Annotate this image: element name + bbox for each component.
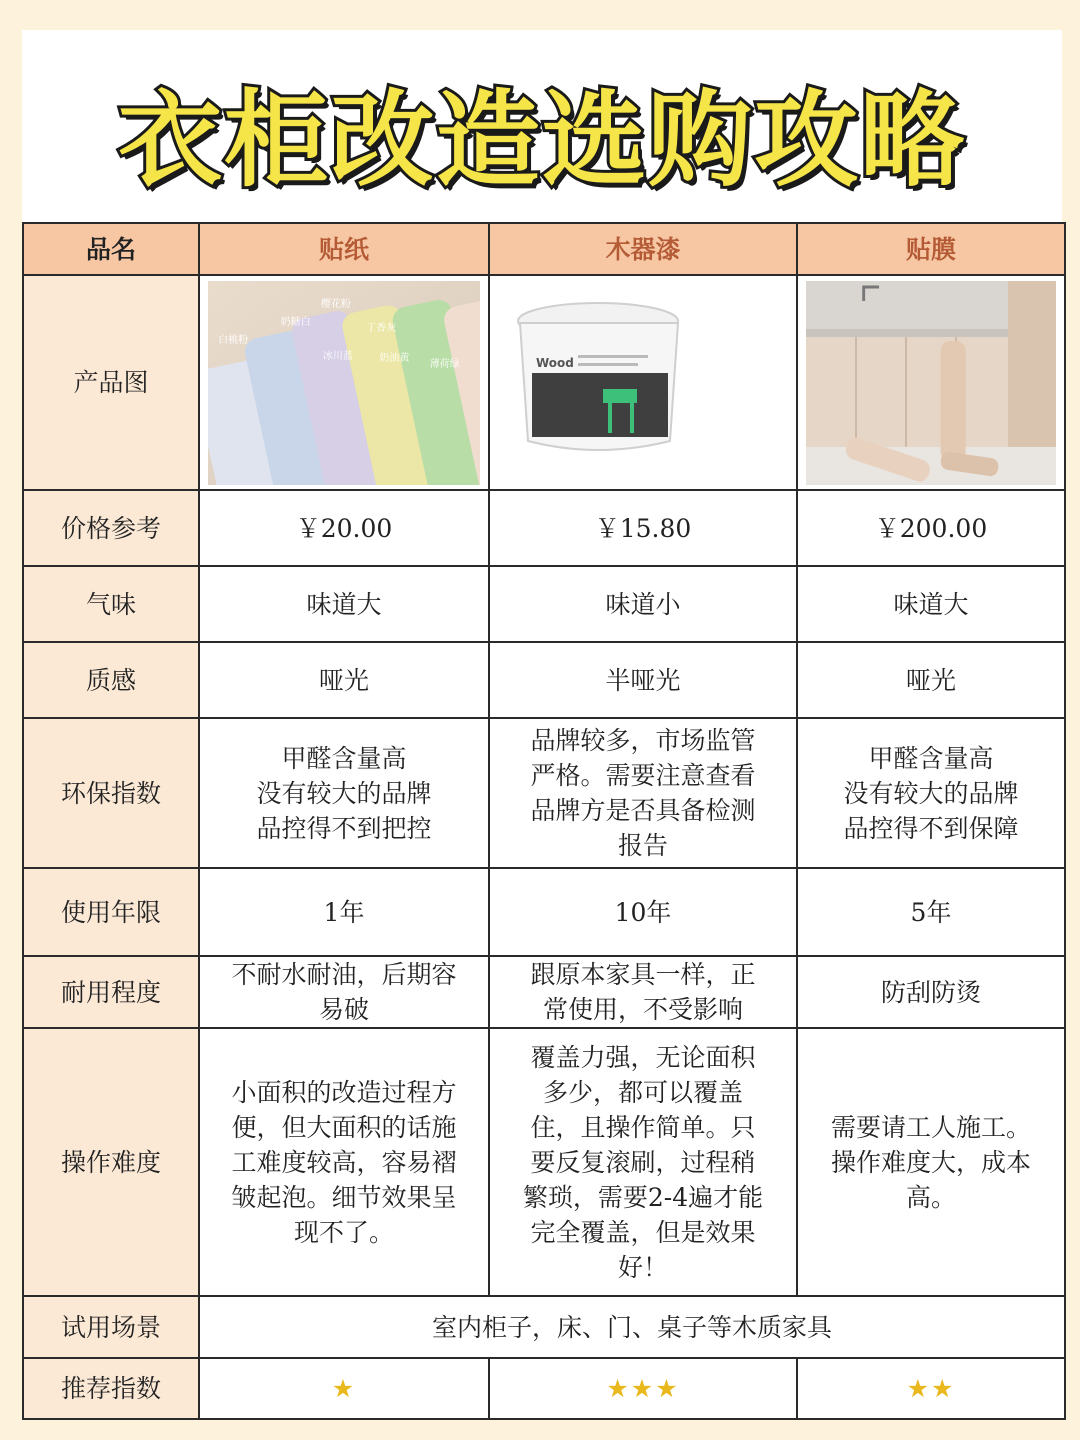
eco-wood-paint: [489, 718, 797, 868]
difficulty-film-line: 操作难度大，成本: [830, 1147, 1031, 1177]
lifespan-film: 5年: [797, 868, 1065, 956]
eco-paint-line: 严格。需要注意查看: [530, 761, 756, 790]
rating-sticker: [199, 1358, 489, 1419]
row-label-lifespan: 使用年限: [23, 868, 199, 956]
eco-sticker-line: 品控得不到把控: [256, 813, 432, 843]
eco-film: [797, 718, 1065, 868]
star-icon: ★: [606, 1374, 631, 1403]
row-label-durability: 耐用程度: [23, 956, 199, 1028]
sticker-rolls-image: [208, 281, 480, 485]
durability-sticker: [199, 956, 489, 1028]
eco-film-line: 甲醛含量高: [868, 743, 994, 773]
star-icon: ★: [655, 1374, 680, 1403]
smell-film: 味道大: [797, 566, 1065, 642]
sticker-label-2: 樱花粉: [320, 298, 352, 310]
difficulty-sticker-line: 现不了。: [293, 1217, 394, 1247]
eco-film-line: 没有较大的品牌: [843, 778, 1019, 808]
durability-paint-line: 常使用，不受影响: [542, 995, 743, 1024]
difficulty-paint-line: 繁琐，需要2-4遍才能: [522, 1182, 764, 1212]
sticker-label-3: 丁香灰: [366, 322, 397, 334]
durability-film-line: 防刮防烫: [880, 977, 981, 1007]
difficulty-film-line: 需要请工人施工。: [830, 1112, 1031, 1142]
smell-wood-paint: 味道小: [489, 566, 797, 642]
film-image-cell: [797, 275, 1065, 490]
row-label-scene: 试用场景: [23, 1296, 199, 1358]
difficulty-sticker-line: 便，但大面积的话施: [231, 1112, 457, 1142]
difficulty-sticker-line: 工难度较高，容易褶: [231, 1147, 457, 1177]
sticker-label-1: 奶糖白: [280, 316, 311, 328]
eco-paint-line: 品牌方是否具备检测: [530, 796, 756, 825]
price-row: [23, 490, 1065, 566]
durability-row: [23, 956, 1065, 1028]
rating-wood-paint: [489, 1358, 797, 1419]
row-label-rating: 推荐指数: [23, 1358, 199, 1419]
scene-row: [23, 1296, 1065, 1358]
star-icon: ★: [630, 1374, 656, 1403]
eco-sticker: [199, 718, 489, 868]
price-film: ￥200.00: [797, 490, 1065, 566]
texture-sticker: 哑光: [199, 642, 489, 718]
star-icon: ★: [931, 1374, 956, 1403]
texture-film: 哑光: [797, 642, 1065, 718]
difficulty-sticker-line: 皱起泡。细节效果呈: [231, 1182, 457, 1212]
eco-paint-line: 品牌较多，市场监管: [530, 726, 756, 755]
header-sticker: 贴纸: [199, 223, 489, 275]
smell-row: [23, 566, 1065, 642]
lifespan-sticker: 1年: [199, 868, 489, 956]
difficulty-sticker: [199, 1028, 489, 1296]
durability-film: [797, 956, 1065, 1028]
rating-row: [23, 1358, 1065, 1419]
lifespan-row: [23, 868, 1065, 956]
texture-row: [23, 642, 1065, 718]
row-label-texture: 质感: [23, 642, 199, 718]
sticker-label-5: 奶油黄: [379, 352, 410, 364]
sticker-label-6: 薄荷绿: [429, 358, 460, 370]
row-label-smell: 气味: [23, 566, 199, 642]
difficulty-paint-line: 完全覆盖，但是效果: [530, 1217, 756, 1247]
image-row: [23, 275, 1065, 490]
film-kitchen-image: [806, 281, 1056, 485]
smell-sticker: 味道大: [199, 566, 489, 642]
row-label-image: 产品图: [23, 275, 199, 490]
row-label-eco: 环保指数: [23, 718, 199, 868]
eco-paint-line: 报告: [617, 831, 668, 860]
sticker-label-0: 白桃粉: [218, 334, 249, 346]
eco-row: [23, 718, 1065, 868]
difficulty-wood-paint: [489, 1028, 797, 1296]
price-wood-paint: ￥15.80: [489, 490, 797, 566]
durability-sticker-line: 不耐水耐油，后期容: [231, 960, 457, 989]
difficulty-paint-line: 多少，都可以覆盖: [542, 1077, 743, 1107]
comparison-table: [22, 222, 1066, 1420]
eco-film-line: 品控得不到保障: [843, 813, 1019, 843]
page-title: 衣柜改造选购攻略: [117, 79, 966, 201]
difficulty-row: [23, 1028, 1065, 1296]
header-row: [23, 223, 1065, 275]
difficulty-sticker-line: 小面积的改造过程方: [231, 1077, 457, 1107]
difficulty-film-line: 高。: [905, 1182, 956, 1212]
paint-brand-text: Wood: [536, 355, 574, 370]
row-label-difficulty: 操作难度: [23, 1028, 199, 1296]
durability-paint-line: 跟原本家具一样，正: [530, 960, 756, 989]
header-wood-paint: 木器漆: [489, 223, 797, 275]
difficulty-paint-line: 住，且操作简单。只: [530, 1112, 756, 1142]
paint-bucket-image: [498, 281, 788, 485]
sticker-image-cell: [199, 275, 489, 490]
star-icon: ★: [331, 1374, 357, 1403]
lifespan-wood-paint: 10年: [489, 868, 797, 956]
header-label: 品名: [23, 223, 199, 275]
header-film: 贴膜: [797, 223, 1065, 275]
star-icon: ★: [906, 1374, 931, 1403]
rating-film: [797, 1358, 1065, 1419]
eco-sticker-line: 没有较大的品牌: [256, 778, 432, 808]
scene-value: 室内柜子，床、门、桌子等木质家具: [199, 1296, 1065, 1358]
texture-wood-paint: 半哑光: [489, 642, 797, 718]
difficulty-paint-line: 好！: [617, 1252, 668, 1282]
difficulty-paint-line: 覆盖力强，无论面积: [530, 1042, 756, 1072]
difficulty-paint-line: 要反复滚刷，过程稍: [530, 1147, 756, 1177]
sticker-label-4: 冰川蓝: [322, 350, 354, 362]
durability-wood-paint: [489, 956, 797, 1028]
paint-image-cell: [489, 275, 797, 490]
eco-sticker-line: 甲醛含量高: [281, 743, 407, 773]
durability-sticker-line: 易破: [318, 995, 369, 1024]
price-sticker: ￥20.00: [199, 490, 489, 566]
row-label-price: 价格参考: [23, 490, 199, 566]
title-panel: [22, 30, 1062, 222]
difficulty-film: [797, 1028, 1065, 1296]
